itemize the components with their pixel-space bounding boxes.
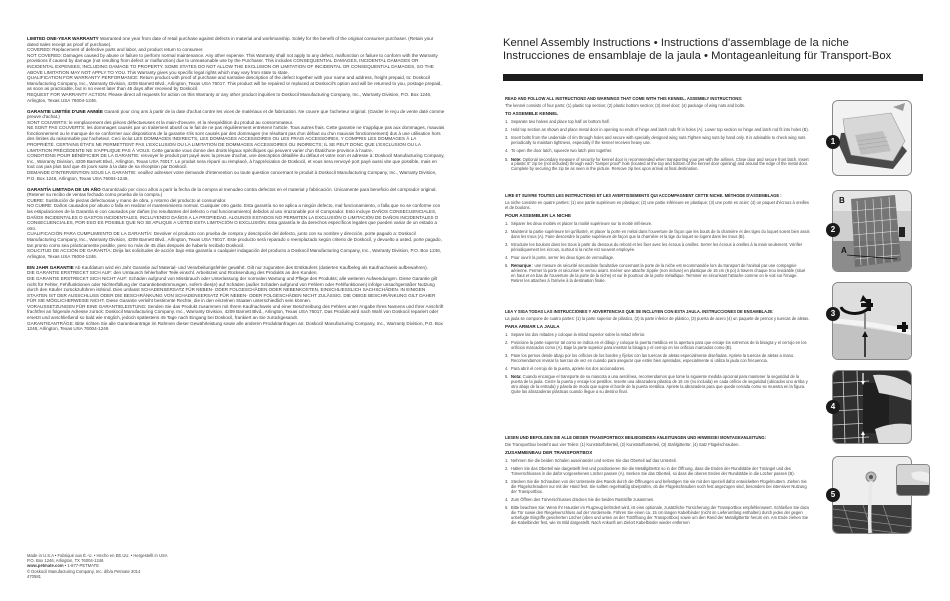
step: 3. Stecken Sie die Schrauben von der Unterseite des Rands durch die Öffnungen und befestigen Sie sie mit den speziell dafür entwickelten Flügelmuttern. Ziehen Sie die Flügelschrauben nur mit der Hand fest. Sie sollten regelmäßig überprüfen, ob die Flügelschrauben noch fest angezogen sind, besonders bei intensiver Nutzung der Transportbox.	[505, 479, 807, 495]
step: 3. Insert bolts from the underside of rim through holes and secure with specially designed wing nuts.Tighten wing nuts by hand only. It is advisable to check wing nuts periodically to maintain tightness, especially if the kennel receives heavy use.	[505, 135, 806, 146]
instructions-heading: LEA Y SIGA TODAS LAS INSTRUCCIONES Y ADVERTENCIAS QUE SE INCLUYEN CON ESTA JAULA. INSTRUCCIONES DE ENSAMBLAJE:	[505, 309, 774, 314]
warranty-column	[27, 36, 445, 337]
page-title	[503, 37, 943, 63]
step: 2. Posicione la parte superior tal como se indica en el dibujo y coloque la puerta metálica en la apertura para que encaje los extremos de la bisagra y el cerrojo en los orificios marcados como (A). Baje la parte superior para insertar la bisagra y el cerrojo en los orificios marcados como (B).	[505, 340, 807, 351]
warranty-qualification: QUALIFICATION FOR WARRANTY PERFORMANCE: Return product with proof of purchase and narrative description of the defect together with your name and address, freight prepaid, to: Doskocil Manufacturing Company, Inc., Warranty Division, 4209 Barnett Blvd., Arlington, Texas USA 76017. This product will be repaired or replaced at Doskocil's option and will be returned to you, postage prepaid, as soon as practicable, but in no event later than 45 days after received by Doskocil.	[27, 75, 442, 92]
step: 1. Séparer les deux moitiés et placer la moitié supérieure sur la moitié inférieure.	[505, 221, 653, 227]
warranty-request: GARANTIEANTRÄGE: Bitte richten Sie alle Garantieanträge im Rahmen dieser Gewährleistung sowie alle anderen Produktanfragen an: Doskocil Manufacturing Company, Inc., Warranty Division, P.O. Box 1246, Arlington, Texas USA 76004-1246	[27, 320, 443, 332]
warranty-covered: DIE GARANTIE ERSTRECKT SICH AUF: den Umtausch fehlerhafter Teile einschl. Arbeitszeit und Rücksendung des Produkts an den Kunden.	[27, 270, 318, 276]
warranty-qualification: CONDITIONS POUR BÉNÉFICIER DE LA GARANTIE: renvoyer le produit port payé avec la preuve d'achat, une description détaillée du défaut et votre nom et adresse à: Doskocil Manufacturing Company, Inc., Warranty Division, 4209 Barnett Blvd., Arlington, Texas USA 76017. Le produit sera réparé ou remplacé, à l'appréciation de Doskocil, et vous sera renvoyé port payé aussi vite que possible, mais en tout cas pas plus tard que 45 jours suite à la date de sa réception par Doskocil.	[27, 153, 445, 170]
warranty-request: REQUEST FOR WARRANTY ACTION: Please direct all requests for action on this Warranty or any other product inquiries to Doskocil Manufacturing Company, Inc., Warranty Division, P.O. Box 1246, Arlington, Texas USA 76004-1246.	[27, 91, 432, 103]
instructions-spanish	[505, 310, 810, 398]
step: 1. Separe las dos mitades y coloque la mitad superior sobre la mitad inferior.	[505, 332, 646, 338]
instructions-heading: LIRE ET SUIVRE TOUTES LES INSTRUCTIONS ET LES AVERTISSEMENTS QUI ACCOMPAGNENT CETTE NICHE. MÉTHODE D'ASSEMBLAGE :	[505, 193, 782, 198]
figure-3-wing-nut-bolt	[832, 282, 912, 360]
warranty-covered: COVERED: Replacement of defective parts and labor, and product return to consumer.	[27, 47, 204, 53]
warranty-text: Warranted one year from date of retail purchase against defects in material and workmanship. Solely for the benefit of the original consumer purchaser. (Retain your dated sales receipt as proof of purchase).	[27, 36, 434, 47]
steps-list	[505, 222, 810, 284]
figure-2-door-insertion	[832, 190, 912, 272]
svg-text:A: A	[841, 246, 847, 255]
warranty-title: EIN JAHR GARANTIE	[27, 264, 74, 270]
warranty-request: SOLICITUD DE ACCIÓN DE GARANTÍA: Dirija las solicitudes de acción bajo esta garantía o cualquier indagación del producto a Doskocil Manufacturing Company, Inc., Warranty Division, P.O. Box 1246, Arlington, Texas USA 76004-1246.	[27, 248, 442, 259]
instructions-german	[505, 436, 810, 529]
warranty-title: GARANTÍA LIMITADA DE UN AÑO	[27, 186, 101, 192]
step: 4. Pour ouvrir la porte, serrer les deux tiges de verrouillage.	[505, 255, 615, 261]
steps-list	[505, 459, 810, 526]
warranty-not-covered: NO CUBRE: Daños causados por abuso o falla en realizar el mantenimiento normal. Cualquier otro gasto. Esta garantía no se aplica a ningún defecto, mal funcionamiento, o falla que no se conforme con las estipulaciones de la Garantía si con causados por daños (no resultantes del defecto o mal funcionamiento) debidos al uso irrazonable por el Comprador. Esto incluye DAÑOS CONSECUENCIALES, DAÑOS INCIDENTALES O GASTOS INCIDENTALES, INCLUYENDO DAÑOS A LA PROPIEDAD. ALGUNOS ESTADOS NO PERMITEN LA EXCLUSIÓN O LIMITACIÓN DE DAÑOS INCIDENTALES O CONSECUENCIALES, POR ESO ES POSIBLE QUE NO SE APLIQUE A USTED ESTA LIMITACIÓN O EXCLUSIÓN. Esta garantía le da derechos específicos legales que pueden variar de un estado a otro.	[27, 203, 441, 231]
instructions-intro: The kennel consists of four parts: (1) plastic top section; (2) plastic bottom section; (3) steel door; (4) package of wing nuts and bolts.	[505, 103, 746, 109]
instructions-intro: La jaula se compone de cuatro partes: (1) la parte superior de plástico, (2) la parte inferior de plástico, (3) puerta de acero (4) un paquete de pernos y tuercas de aletas.	[505, 316, 810, 322]
warranty-qualification: VORAUSSETZUNGEN FÜR EINE GARANTIELEISTUNG: Senden Sie das Produkt zusammen mit Ihrem Kaufnachweis und einer Beschreibung des Fehlers unter Angabe Ihres Namens und Ihrer Anschrift frachtfrei an folgende Adresse zurück: Doskocil Manufacturing Company, Inc., Warranty Division, 4209 Barnett Blvd., Arlington, Texas USA 76017. Das Produkt wird nach Wahl von Doskocil repariert oder ersetzt und anschließend so bald wie möglich, jedoch spätestens 45 Tage nach Eingang bei Doskocil, frankiert an Sie zurückgesandt.	[27, 303, 444, 321]
step: 1. Nehmen Sie die beiden Schalen auseinander und setzen Sie das Oberteil auf das Unterteil.	[505, 458, 677, 464]
step: 2. Halten Sie das Oberteil wie dargestellt fest und positionieren Sie die Metallgittertür so in der Öffnung, dass die Enden der Rundstäbe der Türangel und des Türverschlusses in die dafür vorgesehenen Löcher passen (A). Senken Sie das Oberteil, so dass die oberen Enden der Rundstäbe in die Löcher passen (B).	[505, 466, 795, 477]
step-badge-2: 2	[826, 223, 840, 237]
warranty-not-covered: NOT COVERED: Damages caused by abuse or failure to perform normal maintenance. Any other expense. This Warranty shall not apply to any defect, malfunction or failure to conform with the Warranty provisions if caused by damage (not resulting from defect or malfunction) due to unreasonable use by the Purchaser. This includes CONSEQUENTIAL DAMAGES, INCIDENTAL DAMAGES OR INCIDENTAL EXPENSES, INCLUDING DAMAGE TO PROPERTY. SOME STATES DO NOT ALLOW THE EXCLUSION OR LIMITATION OF INCIDENTAL OR CONSEQUENTIAL DAMAGES, SO THE ABOVE LIMITATION MAY NOT APPLY TO YOU. This Warranty gives you specific legal rights which may vary from state to state.	[27, 52, 438, 75]
warranty-title: LIMITED ONE-YEAR WARRANTY	[27, 36, 99, 41]
step: 4. Zum Öffnen des Türverschlusses drücken Sie die beiden Raststifte zusammen.	[505, 497, 655, 503]
warranty-covered: CUBRE: Sustitución de piezas defectuosas y mano de obra, y retorno del producto al consumidor.	[27, 197, 227, 203]
step: 3. Introduire les boulons dans les trous à partir du dessous du rebord et les fixer avec les écrous à oreilles. Serrer les écrous à oreilles à la main seulement. Vérifier périodiquement les écrous, surtout si la niche est souvent employée.	[505, 242, 803, 253]
warranty-not-covered: NE SONT PAS COUVERTS: les dommages causés par un traitement abusif ou le fait de ne pas régulièrement entretenir l'article. Tous autres frais. Cette garantie ne s'applique pas aux dommages, mauvais fonctionnement ou le manque de se conformer aux dispositions de la garantie s'ils sont causés par des dommages (ne résultant pas d'un défaut ou d'un mauvais fonctionnement) dus à une utilisation hors des limites du raisonnable par l'acheteur. Ceci inclut LES DOMMAGES INDIRECTS, LES DOMMAGES ACCESSOIRES OU LES FRAIS ACCESSOIRES, Y COMPRIS LES DOMMAGES À LA PROPRIÉTÉ. CERTAINS ÉTATS NE PERMETTENT PAS L'EXCLUSION OU LA LIMITATION DE DOMMAGES ACCESSOIRES OU INDIRECTS; IL SE PEUT DONC QUE L'EXCLUSION OU LA LIMITATION PRÉCÉDENTE NE S'APPLIQUE PAS À VOUS. Cette garantie vous donne des droits légaux spécifiques qui peuvent varier d'un État/d'une province à l'autre.	[27, 125, 445, 153]
title-divider-bar	[503, 74, 923, 81]
title-line-1: Kennel Assembly Instructions • Instructions d'assemblage de la niche	[503, 37, 849, 49]
steps-list	[505, 120, 810, 172]
warranty-covered: SONT COUVERTS: le remplacement des pièces défectueuses et la main-d'oeuvre, et la réexpédition du produit au consommateur.	[27, 119, 294, 125]
warranty-text: Ab Kaufdatum wird ein Jahr Garantie auf Material- und Verarbeitungsfehler gewährt. Gilt nur zugunsten des Erstkäufers (datierten Kaufbeleg als Kaufnachweis aufbewahren).	[74, 264, 428, 270]
step: 4. Para abrir el cerrojo de la puerta, apriete los dos accionadores.	[505, 366, 626, 372]
warranty-qualification: CUALIFICACIÓN PARA CUMPLIMIENTO DE LA GARANTÍA: Devolver el producto con prueba de compra y descripción del defecto, junto con su nombre y dirección, porte pagado a: Doskocil Manufacturing Company, Inc., Warranty Division, 4209 Barnett Blvd., Arlington, Texas USA 76017. Este producto será reparado o reemplazado según criterio de Doskocil, y devuelto a usted, porte pagado, tan pronto como sea prácticamente posible, pero no más de 45 días después de haberlo recibido Doskocil.	[27, 231, 442, 248]
step: 2. Maintenir la partie supérieure tel qu'illustré, et placer la porte en métal dans l'ouverture de façon que les bouts de la charnière et des tiges du loquet soient bien assis dans les trous (A). Faire descendre la partie supérieure de façon que la charnière et la tige du loquet se logent dans les trous (B).	[505, 229, 810, 240]
step: 1. Separate two halves and place top half on bottom half.	[505, 119, 610, 125]
step-badge-4: 4	[826, 400, 840, 414]
instructions-heading: LESEN UND BEFOLGEN SIE ALLE DIESER TRANSPORTBOX BEILIEGENDEN ANLEITUNGEN UND HINWEISE! MONTAGEANLEITUNG:	[505, 435, 766, 440]
product-code: 470581	[27, 573, 41, 579]
step-badge-3: 3	[826, 307, 840, 321]
instructions-subheading: TO ASSEMBLE KENNEL	[505, 111, 559, 117]
instructions-subheading: PARA ARMAR LA JAULA	[505, 324, 560, 330]
warranty-title: GARANTIE LIMITÉE D'UNE ANNÉE	[27, 108, 103, 114]
instructions-subheading: POUR ASSEMBLER LA NICHE	[505, 213, 572, 219]
address: P.O. Box 1246, Arlington, TX 76004-1246	[27, 558, 104, 564]
step: 5. Remarque : une mesure de sécurité secondaire facultative concernant la porte de la niche est recommandée lors du transport de l'animal par une compagnie aérienne. Fermer la porte et sécuriser le verrou avant. Insérer une attache zippée (non incluse) en plastique de 15 cm (6 po) à travers chaque trou inviolable (situé en haut et en bas de l'ouverture de la porte de la niche) et sur le pourtour de la porte métallique. Terminer en sécurisant l'attache comme on le voit sur l'image. Retirer les attaches à l'arrivée à la destination finale.	[505, 263, 806, 284]
instructions-intro: La niche consiste en quatre parties: (1) une partie supérieure en plastique; (2) une partie inférieure en plastique; (3) une porte en acier; (4) un paquet d'écrous à oreilles et de boulons.	[505, 200, 809, 211]
warranty-request: DEMANDE D'INTERVENTION SOUS LA GARANTIE: veuillez adresser votre demande d'intervention ou toute question concernant le produit à Doskocil Manufacturing Company, Inc., Warranty Division, P.O. Box 1246, Arlington, Texas USA 76004-1246.	[27, 170, 437, 181]
warranty-english	[27, 36, 445, 103]
copyright: © Doskocil Manufacturing Company, Inc. d/b/a Petmate 2014	[27, 568, 141, 574]
svg-text:B: B	[839, 196, 845, 205]
website-link[interactable]: www.petmate.com	[27, 563, 64, 569]
instructions-intro: Die Transportbox besteht aus vier Teilen: (1) Kunststoffoberteil, (2) Kunststoffunterteil, (3) Stahlgittertür, (4) Satz Flügelschrauben.	[505, 442, 740, 448]
warranty-text: Garanti pour cinq ans à partir de la date d'achat contre les vices de matériaux et de fabrication. Ne couvre que l'acheteur original. (Garder le reçu de vente daté comme preuve d'achat.)	[27, 108, 445, 120]
warranty-german	[27, 265, 445, 332]
step: 5. Nota: Cuando encargue el transporte de su mascota a una aerolínea, recomendamos que tome la siguiente medida opcional para mantener la seguridad de la puerta de la jaula. Cierre la puerta y encaje los pestillos. Inserte una abrazadera plástica de 15 cm (no incluida) en cada orificio de seguridad (ubicados uno arriba y otro abajo de la entrada) y pásela de modo que sujete el borde de la puerta metálica. Apriete la abrazadera para que quede cerrada como se muestra en la figura. Quite las abrazaderas plásticas cuando llegue a su destino final.	[505, 374, 808, 395]
made-in: Made in U.S.A • Fabriqué aux É.-U. • Hecho en EE.UU. • Hergestellt in USA	[27, 553, 168, 558]
warranty-french	[27, 109, 445, 182]
figure-1-kennel-halves	[832, 100, 912, 176]
instructions-english	[505, 97, 810, 175]
instructions-french	[505, 194, 810, 287]
warranty-not-covered: DIE GARANTIE ERSTRECKT SICH NICHT AUF: Schäden aufgrund von Missbrauch oder Unterlassung der normalen Wartung und Pflege des Produkts; alle weiteren Aufwendungen. Diese Garantie gilt nicht für Fehler, Fehlfunktionen oder Nichterfüllung der Garantiebestimmungen, sofern dies(e) auf Schäden (außer Schäden aufgrund von Fehlern oder Fehlfunktionen) infolge unsachgemäßer Nutzung durch den Käufer zurückzuführen ist/sind. Dies umfasst SCHADENSERSATZ FÜR NEBEN- ODER FOLGESCHÄDEN ODER NEBENKOSTEN, EINSCHLIESSLICH SACHSCHÄDEN. IN EINIGEN STAATEN IST DER AUSSCHLUSS ODER DIE BESCHRÄNKUNG VON SCHADENSERSATZ FÜR NEBEN- ODER FOLGESCHÄDEN NICHT ZULÄSSIG. DIE OBIGE BESCHRÄNKUNG GILT DAHER FÜR SIE MÖGLICHERWEISE NICHT. Diese Garantie verleiht bestimmte Rechte, die in den einzelnen Staaten unterschiedlich sein können.	[27, 275, 437, 304]
step-badge-1: 1	[826, 135, 840, 149]
steps-list	[505, 333, 810, 395]
step: 3. Pase los pernos desde abajo por los orificios de los bordes y fíjelos con las tuercas de aletas especialmente diseñadas. Apriete la tuercas de aletas a mano. Recomendamos revisar la tuercas de vez en cuando para asegurar que estén bien apretadas, especialmente si utiliza la jaula con frecuencia.	[505, 353, 795, 364]
step: 4. To open the door latch, squeeze two latch pins together.	[505, 148, 613, 154]
instructions-heading: READ AND FOLLOW ALL INSTRUCTIONS AND WARNINGS THAT COME WITH THIS KENNEL. ASSEMBLY INSTRUCTIONS:	[505, 96, 743, 101]
warranty-spanish	[27, 187, 445, 260]
figure-5-inset	[896, 464, 930, 496]
title-line-2: Instrucciones de ensamblaje de la jaula • Montageanleitung für Transport-Box	[503, 50, 892, 62]
step: 2. Hold top section as shown and place metal door in opening so ends of hinge and latch rods fit in holes (A). Lower top section so hinge and latch rod fit into holes (B).	[505, 127, 809, 133]
step: 5. Bitte beachten Sie: Wenn Ihr Haustier im Flugzeug befördert wird, ist eine optionale, zusätzliche Türsicherung der Transportbox empfehlenswert. Schließen Sie dazu die Tür sowie den Riegelverschluss auf der Vorderseite. Führen Sie einen ca. 15 cm langen Kabelbinder (nicht im Lieferumfang enthalten) durch jedes der gegen unbefugte Eingriffe gesicherten Löcher (oben und unten an der Türöffnung der Transportbox) sowie um den Rand der Metallgittertür herum ein. Am Ende ziehen Sie die Kabelbinder fest, wie im Bild dargestellt. Nach Ankunft am Zielort Kabelbinder wieder entfernen	[505, 505, 810, 526]
instructions-subheading: ZUSAMMENBAU DER TRANSPORTBOX	[505, 450, 593, 456]
step: 5. Note: Optional secondary measure of security for kennel door is recommended when transporting your pet with the airlines. Close door and secure front latch. Insert a plastic 6" zip tie (not included) through each "tamper proof" hole (located at the top and bottom of the kennel door opening) and around the edge of the metal door. Complete by securing the zip tie as seen in the picture. Remove zip ties upon arrival at final destination.	[505, 156, 809, 172]
step-badge-5: 5	[826, 488, 840, 502]
footer	[27, 553, 227, 579]
warranty-text: Garantizado por cinco años a parir la fecha de la compra al menudeo contra defectos en el material y fabricación. Únicamente para beneficio del comprador original. (Retener su recibo de ventas fechado como prueba de la compra.)	[27, 186, 437, 198]
phone: • 1-877-PETMATE	[64, 563, 99, 569]
figure-4-latch-squeeze	[832, 370, 912, 444]
